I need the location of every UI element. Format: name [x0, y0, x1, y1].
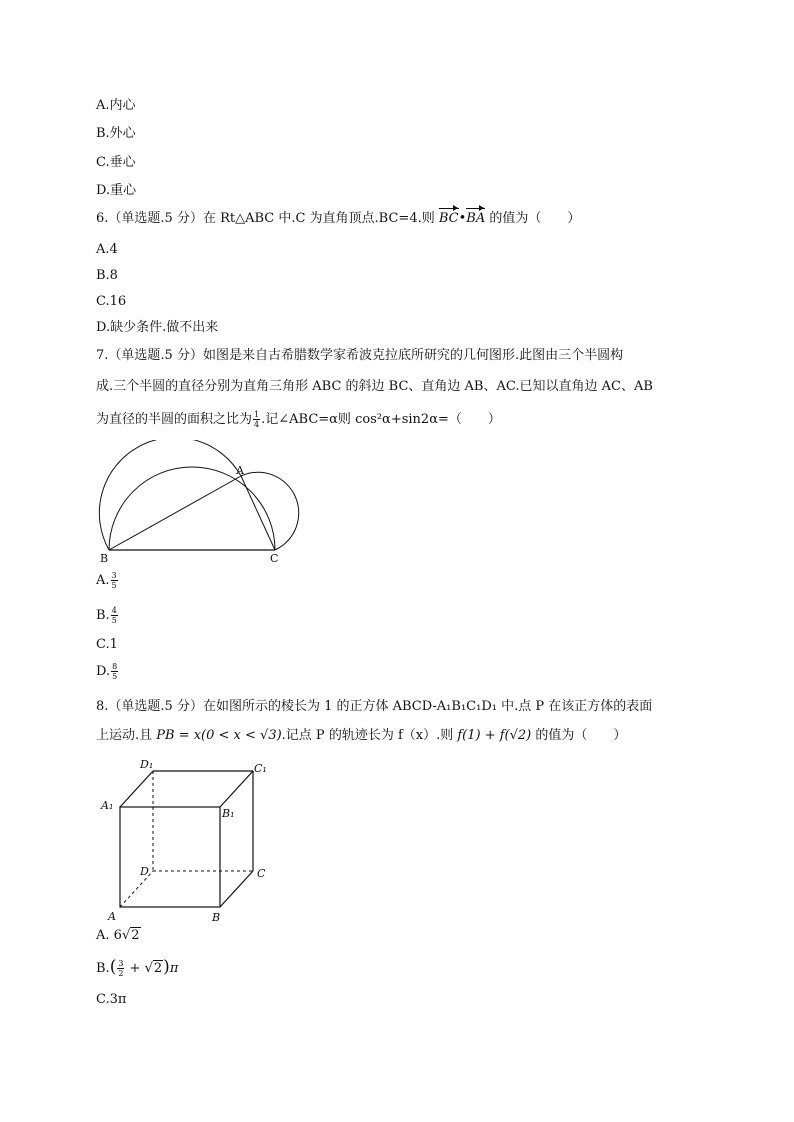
q7-segment-ac — [241, 476, 275, 550]
q7-segment-ab — [109, 476, 241, 550]
q6-vector-bc: BC — [438, 211, 459, 226]
q8-label-c1: C₁ — [254, 762, 267, 775]
q6-stem-post: 的值为（ ） — [485, 211, 581, 226]
q8-option-b-rparen: ) — [163, 957, 170, 977]
q7-semicircle-bc — [109, 467, 275, 550]
q8-label-d1: D₁ — [140, 758, 154, 771]
q7-option-b-fraction — [111, 606, 118, 625]
q7-option-a-num: 3 — [111, 571, 117, 580]
q8-cube-front-face — [120, 807, 220, 907]
q7-stem-line3-post: .记∠ABC=α则 cos²α+sin2α=（ ） — [261, 412, 501, 427]
q8-option-b-fraction — [117, 959, 124, 978]
q7-option-d-fraction — [111, 662, 118, 681]
q6-option-c: C.16 — [96, 294, 127, 309]
q7-stem-line3 — [96, 410, 501, 429]
q7-ratio-fraction — [253, 410, 260, 429]
q7-option-d-num: 8 — [112, 662, 118, 671]
q5-option-a: A.内心 — [96, 98, 136, 113]
q8-label-d: D — [140, 865, 149, 878]
q8-option-b-num: 3 — [118, 959, 124, 968]
q7-label-a: A — [236, 464, 244, 477]
q6-option-d: D.缺少条件.做不出来 — [96, 320, 219, 335]
q8-option-b-prefix: B. — [96, 961, 110, 976]
q8-option-b-radicand: 2 — [153, 961, 163, 976]
q8-stem-line2-pre: 上运动.且 — [96, 728, 157, 743]
q5-option-d: D.重心 — [96, 183, 137, 198]
q8-stem-line2-post: 的值为（ ） — [531, 728, 627, 743]
q7-option-a — [96, 571, 119, 590]
q8-formula-pb: PB = x(0 < x < √3) — [156, 728, 282, 743]
q7-option-a-prefix: A. — [96, 573, 110, 588]
q7-label-c: C — [270, 552, 279, 565]
q7-option-b-prefix: B. — [96, 608, 110, 623]
q6-stem — [96, 210, 580, 228]
q8-stem-line2-mid: .记点 P 的轨迹长为 f（x）.则 — [281, 728, 458, 743]
q7-stem-line3-pre: 为直径的半圆的面积之比为 — [96, 412, 253, 427]
q8-option-a-prefix: A. 6 — [96, 928, 122, 943]
q8-label-a: A — [108, 910, 116, 923]
q7-ratio-den: 4 — [254, 420, 260, 429]
q8-option-b — [96, 958, 178, 978]
q8-label-b: B — [212, 911, 221, 924]
q8-label-b1: B₁ — [222, 807, 235, 820]
q6-stem-pre: 6.（单选题.5 分）在 Rt△ABC 中.C 为直角顶点.BC=4.则 — [96, 211, 439, 226]
q7-option-b-den: 5 — [111, 616, 117, 625]
q8-edge-bc — [220, 871, 253, 907]
q7-stem-line1: 7.（单选题.5 分）如图是来自古希腊数学家希波克拉底所研究的几何图形.此图由三个半圆构 — [96, 348, 624, 363]
q8-option-a — [96, 927, 141, 945]
q8-formula-f: f(1) + f(√2) — [457, 728, 532, 743]
q8-stem-line1: 8.（单选题.5 分）在如图所示的棱长为 1 的正方体 ABCD-A₁B₁C₁D₁ 中.点 P 在该正方体的表面 — [96, 699, 653, 714]
q7-label-b: B — [100, 552, 109, 565]
q8-label-a1: A₁ — [101, 799, 114, 812]
q8-option-b-lparen: ( — [109, 957, 117, 977]
q7-option-d — [96, 662, 119, 681]
q8-option-a-radicand: 2 — [131, 928, 140, 943]
q8-cube-figure — [96, 755, 286, 930]
q5-option-c: C.垂心 — [96, 155, 136, 170]
q8-option-b-den: 2 — [118, 969, 124, 978]
q7-option-a-fraction — [111, 571, 118, 590]
q6-dot: • — [458, 211, 467, 226]
q8-edge-b1c1 — [220, 771, 253, 807]
q8-option-b-plus: + — [125, 961, 145, 976]
q8-label-c: C — [257, 867, 266, 880]
q7-option-d-den: 5 — [112, 672, 118, 681]
q8-option-b-pi: π — [169, 961, 179, 976]
q6-option-a: A.4 — [96, 242, 118, 257]
q8-option-a-radical: √ — [121, 928, 131, 943]
q7-option-d-prefix: D. — [96, 664, 111, 679]
q8-option-c: C.3π — [96, 992, 127, 1007]
q7-ratio-num: 1 — [254, 410, 260, 419]
q7-figure — [96, 440, 306, 570]
q8-stem-line2 — [96, 727, 626, 745]
q5-option-b: B.外心 — [96, 126, 136, 141]
q6-vector-ba: BA — [466, 211, 486, 226]
q6-option-b: B.8 — [96, 268, 118, 283]
q8-edge-a1d1 — [120, 771, 153, 807]
q7-semicircle-ab — [99, 440, 241, 550]
q7-option-a-den: 5 — [111, 581, 117, 590]
q7-option-b — [96, 606, 119, 625]
q7-option-b-num: 4 — [111, 606, 117, 615]
q7-stem-line2: 成.三个半圆的直径分别为直角三角形 ABC 的斜边 BC、直角边 AB、AC.已知以直角边 AC、AB — [96, 379, 653, 394]
q8-option-b-radical: √ — [144, 961, 153, 976]
q7-option-c: C.1 — [96, 637, 118, 652]
